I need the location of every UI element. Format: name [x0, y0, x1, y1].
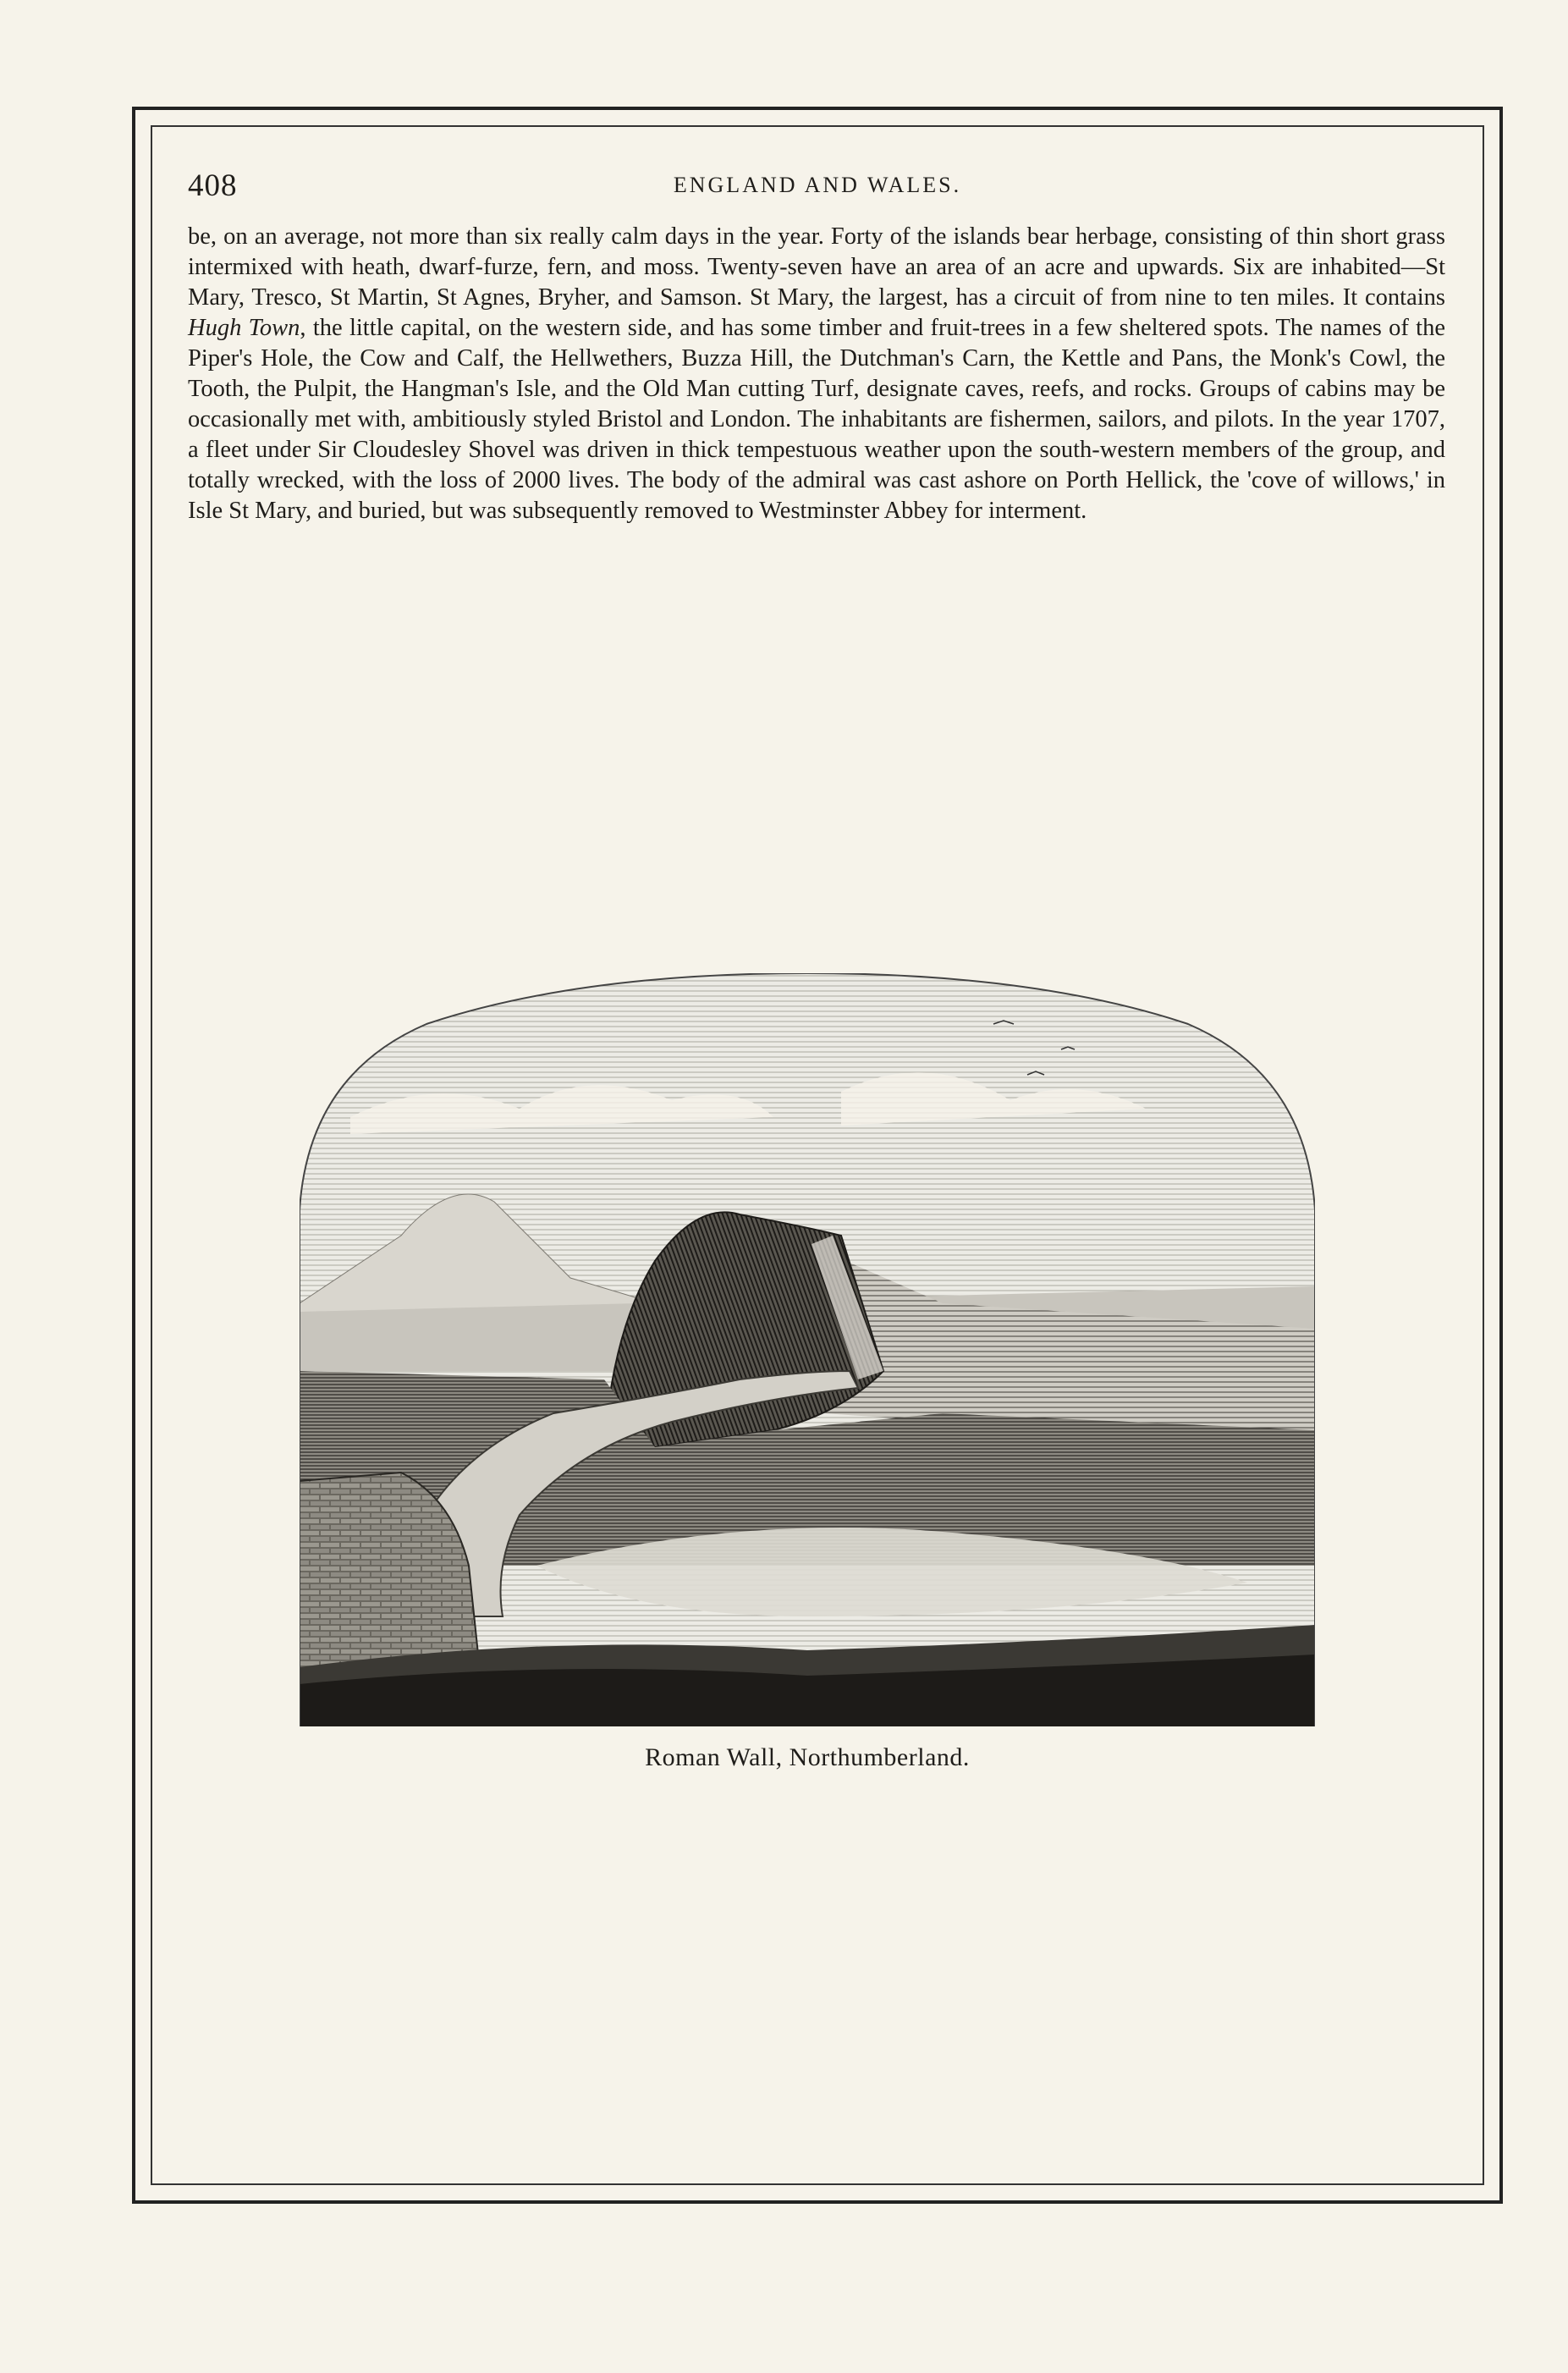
engraving-artwork	[300, 973, 1315, 1726]
running-title: ENGLAND AND WALES.	[673, 173, 962, 197]
running-head	[188, 168, 1447, 210]
engraving-scene	[300, 973, 1315, 1726]
body-text	[188, 222, 1445, 526]
page-number: 408	[188, 168, 238, 203]
body-text-part-2: , the little capital, on the western side, and has some timber and fruit-trees in a few sheltered spots. The names of the Piper's Hole, the Cow and Calf, the Hellwethers, Buzza Hill, the Dutchman's Carn, the Kettle and Pans, the Monk's Cowl, the Tooth, the Pulpit, the Hangman's Isle, and the Old Man cutting Turf, designate caves, reefs, and rocks. Groups of cabins may be occasionally met with, ambitiously styled Bristol and London. The inhabitants are fishermen, sailors, and pilots. In the year 1707, a fleet under Sir Cloudesley Shovel was driven in thick tempestuous weather upon the south-western members of the group, and totally wrecked, with the loss of 2000 lives. The body of the admiral was cast ashore on Porth Hellick, the 'cove of willows,' in Isle St Mary, and buried, but was subsequently removed to Westminster Abbey for interment.	[188, 315, 1445, 524]
italic-place-name: Hugh Town	[188, 315, 300, 341]
figure-caption: Roman Wall, Northumberland.	[645, 1743, 970, 1771]
body-paragraph	[188, 222, 1445, 526]
body-text-part-1: be, on an average, not more than six really calm days in the year. Forty of the islands bear herbage, consisting of thin short grass intermixed with heath, dwarf-furze, fern, and moss. Twenty-seven have an area of an acre and upwards. Six are inhabited—St Mary, Tresco, St Martin, St Agnes, Bryher, and Samson. St Mary, the largest, has a circuit of from nine to ten miles. It contains	[188, 223, 1445, 311]
roman-wall-engraving	[300, 973, 1315, 1726]
